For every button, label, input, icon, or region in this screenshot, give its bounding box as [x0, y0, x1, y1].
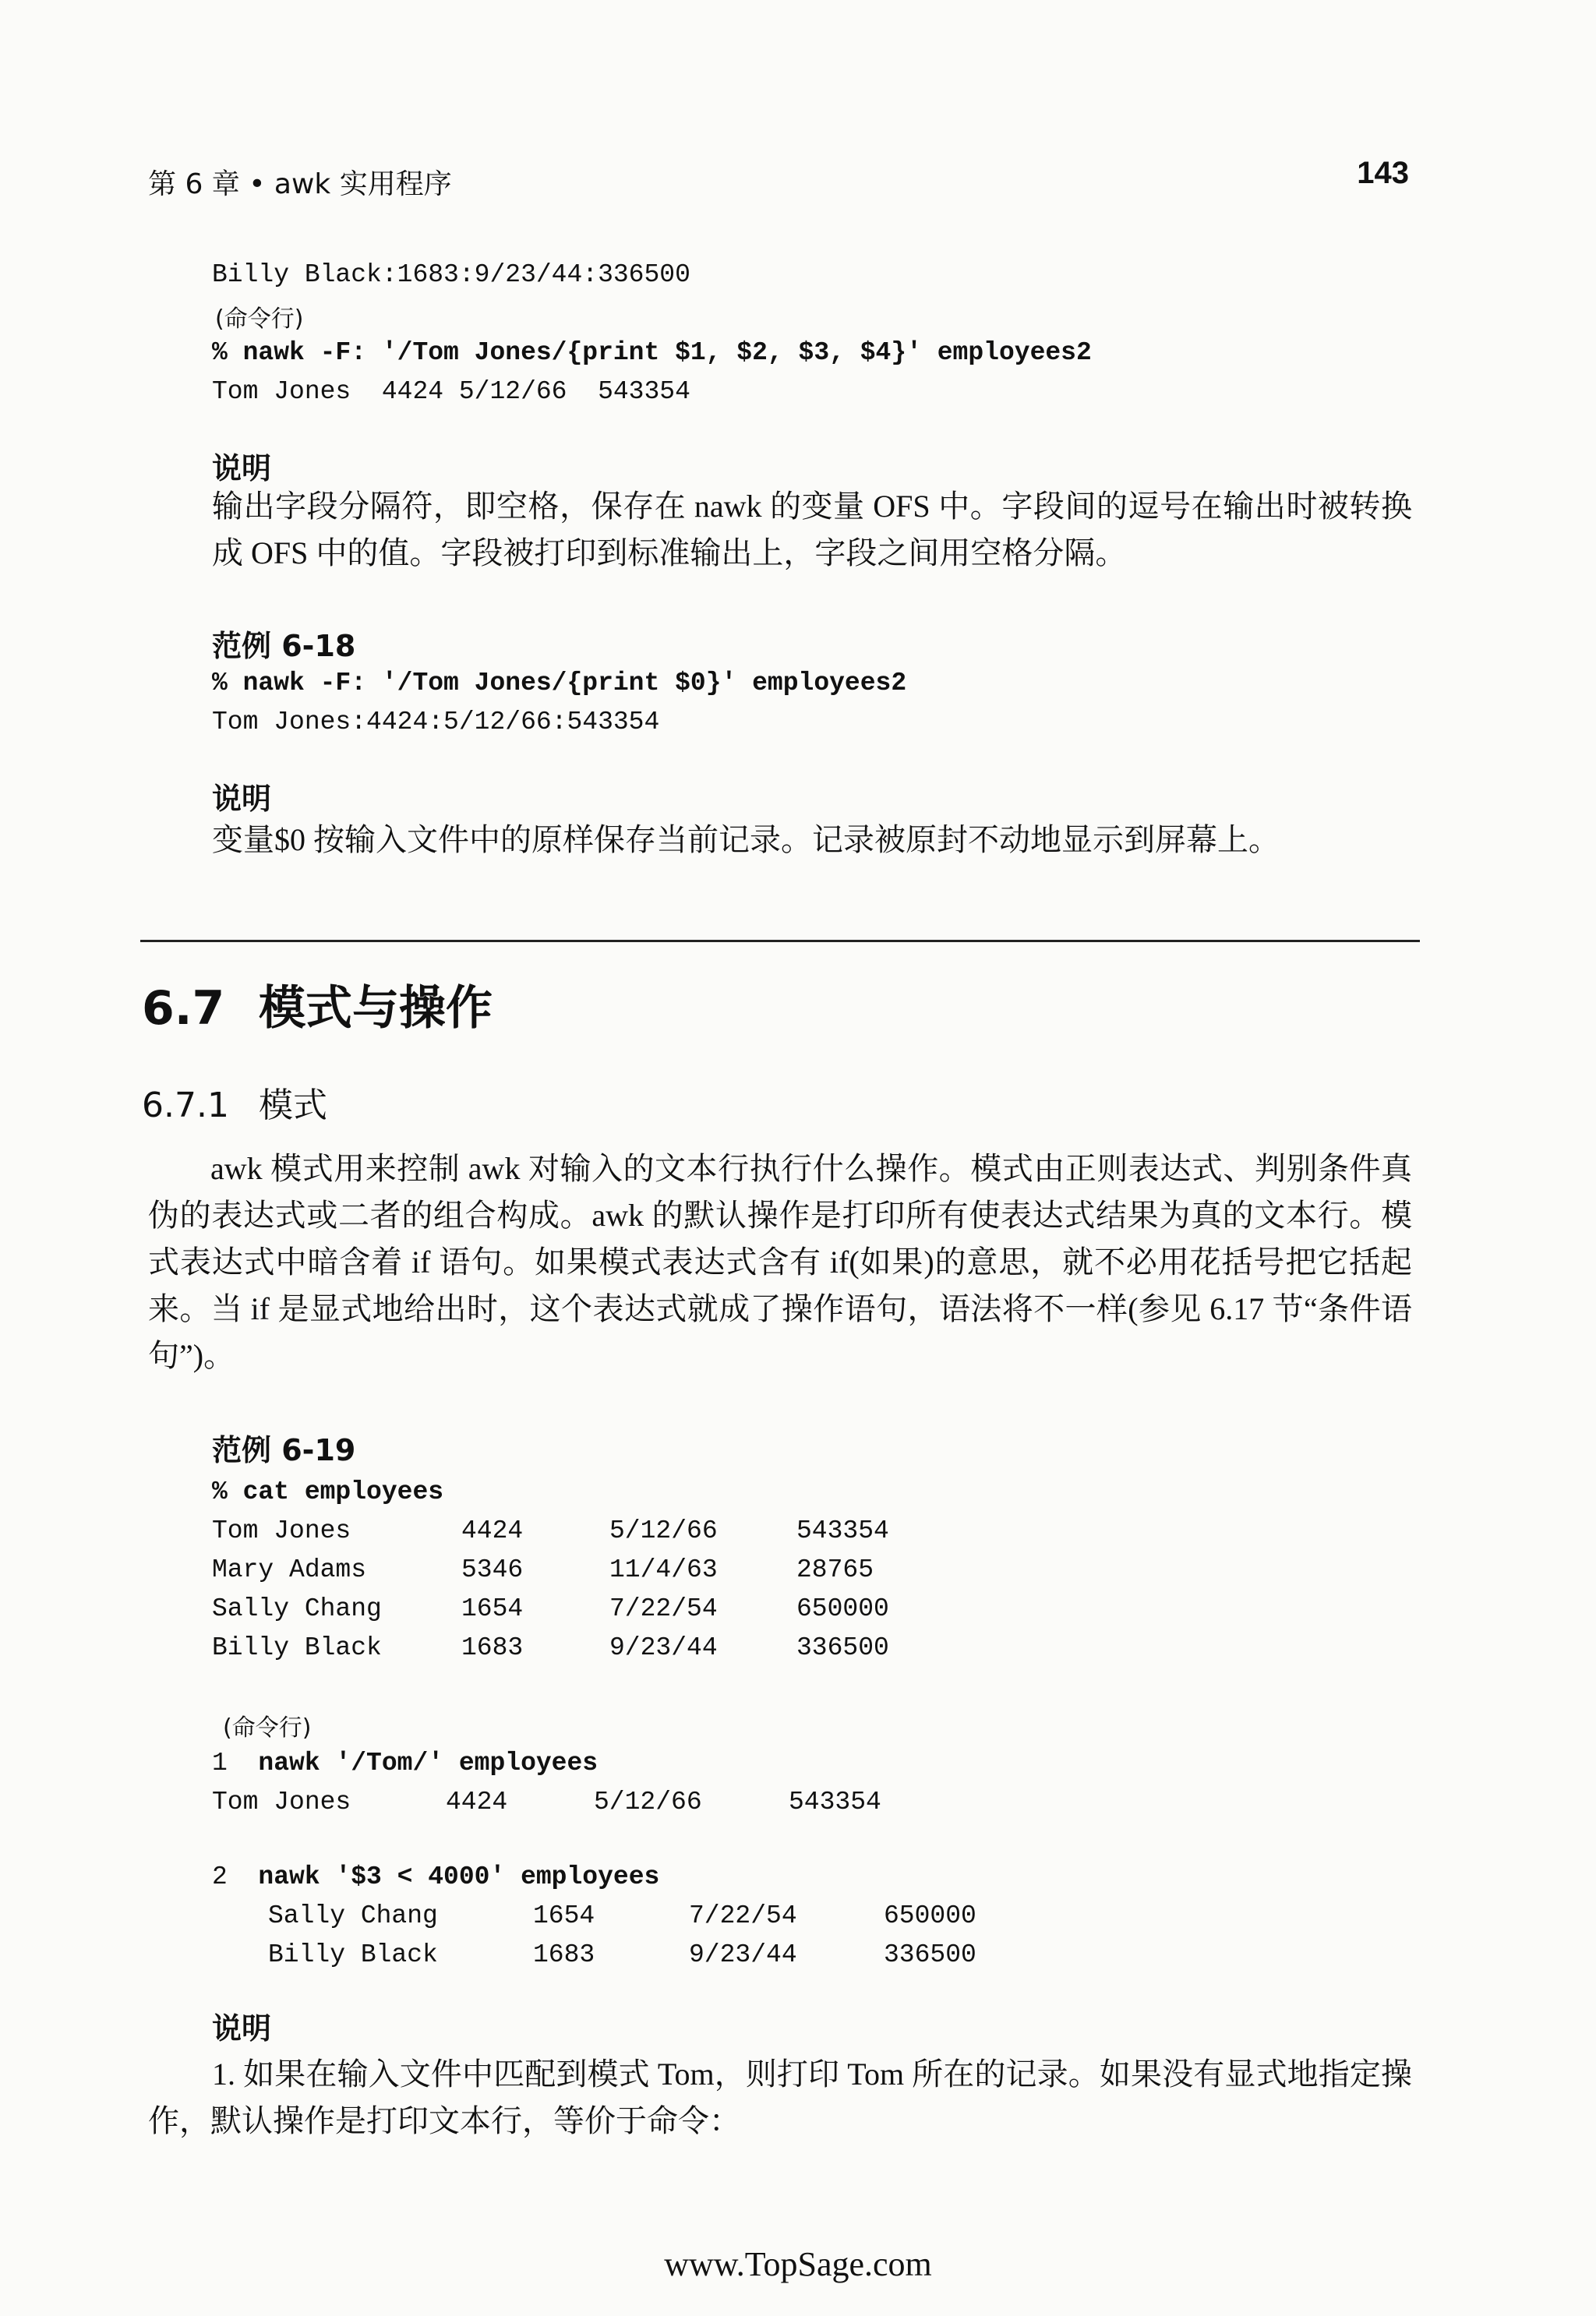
note-label: 说明 — [212, 782, 272, 816]
cell-id: 5346 — [461, 1555, 524, 1584]
running-header: 第 6 章 • awk 实用程序 — [148, 168, 452, 200]
code-output-line: Billy Black:1683:9/23/44:336500 — [212, 260, 690, 289]
table-row — [268, 1936, 1040, 1975]
note-paragraph — [212, 483, 1412, 577]
subsection-title: 模式 — [259, 1086, 327, 1125]
code-command — [212, 664, 906, 703]
cell-name: Sally Chang — [212, 1594, 382, 1623]
cell-name: Sally Chang — [268, 1901, 438, 1930]
code-command — [212, 1473, 443, 1512]
cell-amount: 543354 — [789, 1788, 881, 1816]
cell-name: Mary Adams — [212, 1555, 367, 1584]
numbered-command — [212, 1744, 598, 1783]
section-number: 6.7 — [142, 981, 225, 1036]
note-label: 说明 — [212, 451, 272, 485]
command-text: % nawk -F: '/Tom Jones/{print $0}' employees2 — [212, 669, 907, 697]
command-text: nawk '$3 < 4000' employees — [258, 1862, 660, 1891]
cell-id: 4424 — [446, 1788, 508, 1816]
cell-date: 5/12/66 — [594, 1788, 702, 1816]
command-text: nawk '/Tom/' employees — [258, 1749, 598, 1778]
cell-date: 7/22/54 — [609, 1594, 718, 1623]
table-row — [212, 1629, 952, 1668]
table-row — [268, 1897, 1040, 1936]
note-text: 1. 如果在输入文件中匹配到模式 Tom，则打印 Tom 所在的记录。如果没有显式地指定操作，默认操作是打印文本行，等价于命令： — [148, 2057, 1412, 2138]
command-number: 1 — [212, 1749, 228, 1778]
cell-id: 4424 — [461, 1516, 524, 1545]
cell-id: 1654 — [461, 1594, 524, 1623]
table-row — [212, 1551, 952, 1590]
cell-name: Billy Black — [268, 1940, 438, 1969]
cell-amount: 650000 — [884, 1901, 976, 1930]
cell-amount: 650000 — [796, 1594, 889, 1623]
table-row — [212, 1783, 945, 1822]
example-title: 范例 6-18 — [212, 629, 356, 663]
cell-amount: 336500 — [884, 1940, 976, 1969]
table-row — [212, 1590, 952, 1629]
section-heading — [142, 971, 493, 1038]
table-row — [212, 1512, 952, 1551]
code-result: Tom Jones:4424:5/12/66:543354 — [212, 708, 660, 736]
cell-name: Tom Jones — [212, 1516, 351, 1545]
subsection-heading — [142, 1077, 327, 1127]
cell-id: 1654 — [533, 1901, 595, 1930]
command2-result — [268, 1897, 1040, 1975]
command-line-label: (命令行) — [215, 305, 304, 333]
command-text: % cat employees — [212, 1478, 444, 1506]
employees-table — [212, 1512, 952, 1668]
cell-date: 9/23/44 — [689, 1940, 797, 1969]
code-result: Tom Jones 4424 5/12/66 543354 — [212, 377, 690, 406]
section-divider — [140, 940, 1420, 942]
command-line-label: (命令行) — [223, 1714, 312, 1742]
subsection-number: 6.7.1 — [142, 1086, 229, 1125]
footer-url: www.TopSage.com — [664, 2245, 932, 2283]
code-command — [212, 334, 1092, 372]
cell-name: Billy Black — [212, 1633, 382, 1662]
cell-date: 9/23/44 — [609, 1633, 718, 1662]
cell-date: 11/4/63 — [609, 1555, 718, 1584]
note-text: 变量$0 按输入文件中的原样保存当前记录。记录被原封不动地显示到屏幕上。 — [212, 822, 1280, 857]
cell-date: 5/12/66 — [609, 1516, 718, 1545]
note-text: 输出字段分隔符，即空格，保存在 nawk 的变量 OFS 中。字段间的逗号在输出时被转换成 OFS 中的值。字段被打印到标准输出上，字段之间用空格分隔。 — [212, 489, 1412, 570]
cell-amount: 543354 — [796, 1516, 889, 1545]
cell-name: Tom Jones — [212, 1788, 351, 1816]
command-number: 2 — [212, 1862, 228, 1891]
cell-amount: 28765 — [796, 1555, 874, 1584]
command-text: % nawk -F: '/Tom Jones/{print $1, $2, $3, $4}' employees2 — [212, 338, 1092, 367]
cell-amount: 336500 — [796, 1633, 889, 1662]
cell-id: 1683 — [461, 1633, 524, 1662]
command1-result — [212, 1783, 945, 1822]
page-number: 143 — [1357, 156, 1409, 190]
section-title: 模式与操作 — [259, 981, 493, 1036]
numbered-command — [212, 1858, 659, 1897]
note-label: 说明 — [212, 2011, 272, 2046]
example-title: 范例 6-19 — [212, 1433, 356, 1467]
cell-date: 7/22/54 — [689, 1901, 797, 1930]
cell-id: 1683 — [533, 1940, 595, 1969]
intro-paragraph: awk 模式用来控制 awk 对输入的文本行执行什么操作。模式由正则表达式、判别条件真伪的表达式或二者的组合构成。awk 的默认操作是打印所有使表达式结果为真的文本行。模式表达式中暗含着 if 语句。如果模式表达式含有 if(如果)的意思，就不必用花括号把它括起来。当 if 是显式地给出时，这个表达式就成了操作语句，语法将不一样(参见 6.17 节“条件语句”)。 — [148, 1151, 1412, 1373]
